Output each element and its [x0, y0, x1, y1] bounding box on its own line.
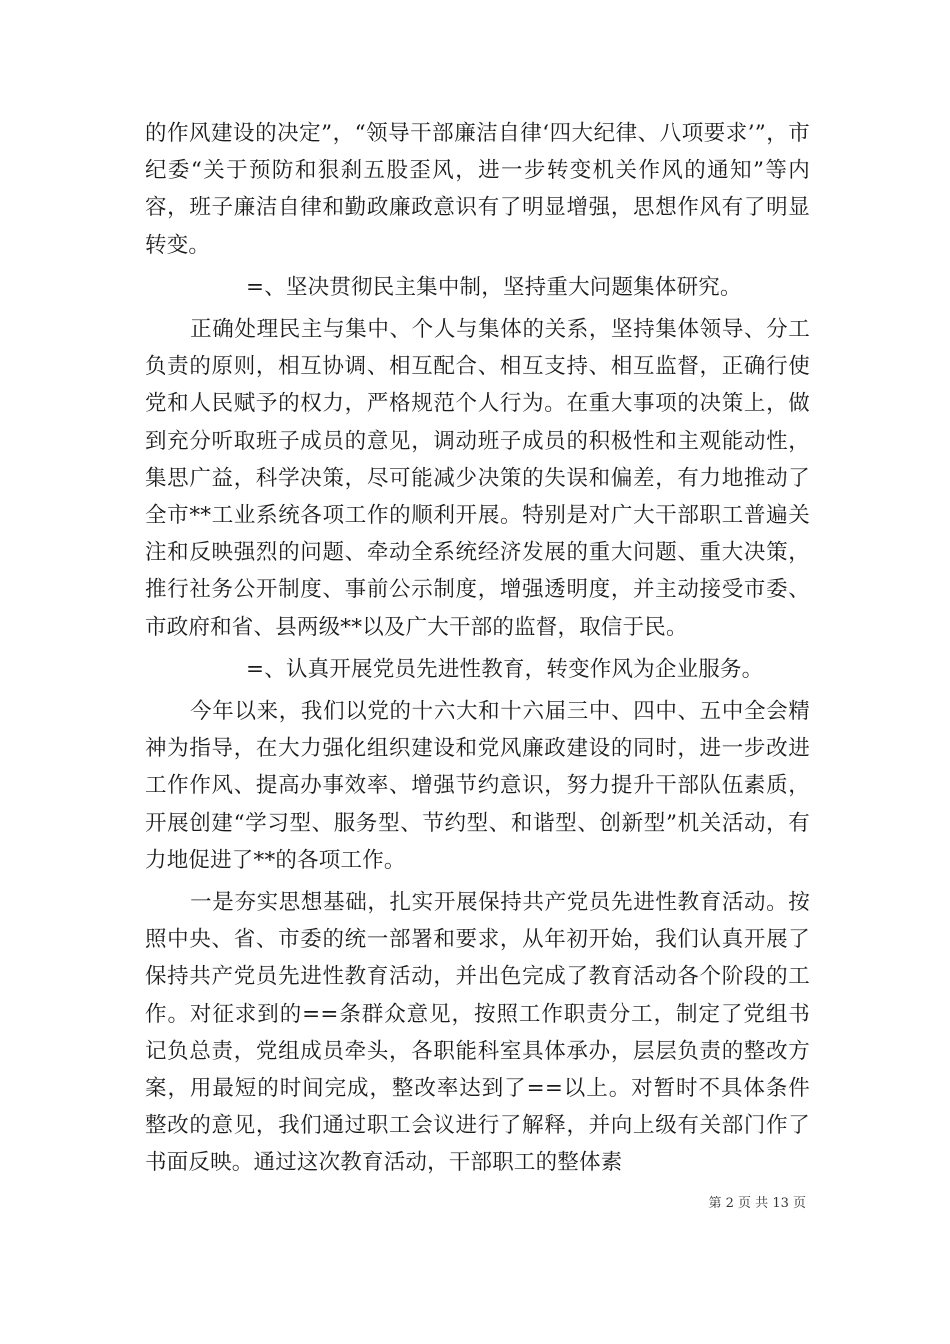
paragraph-continuation: 的作风建设的决定”，“领导干部廉洁自律‘四大纪律、八项要求’”，市纪委“关于预防和狠刹五股歪风，进一步转变机关作风的通知”等内容，班子廉洁自律和勤政廉政意识有了明显增强，思想作风有了明显转变。	[145, 121, 810, 258]
paragraph-democracy-centralism: 正确处理民主与集中、个人与集体的关系，坚持集体领导、分工负责的原则，相互协调、相互配合、相互支持、相互监督，正确行使党和人民赋予的权力，严格规范个人行为。在重大事项的决策上，做到充分听取班子成员的意见，调动班子成员的积极性和主观能动性，集思广益，科学决策，尽可能减少决策的失误和偏差，有力地推动了全市**工业系统各项工作的顺利开展。特别是对广大干部职工普遍关注和反映强烈的问题、牵动全系统经济发展的重大问题、重大决策，推行社务公开制度、事前公示制度，增强透明度，并主动接受市委、市政府和省、县两级**以及广大干部的监督，取信于民。	[145, 317, 810, 640]
page-number-footer: 第 2 页 共 13 页	[708, 1196, 806, 1211]
paragraph-this-year: 今年以来，我们以党的十六大和十六届三中、四中、五中全会精神为指导，在大力强化组织建设和党风廉政建设的同时，进一步改进工作作风、提高办事效率、增强节约意识，努力提升干部队伍素质，开展创建“学习型、服务型、节约型、和谐型、创新型”机关活动，有力地促进了**的各项工作。	[145, 699, 810, 873]
section-heading-party-education: =、认真开展党员先进性教育，转变作风为企业服务。	[246, 656, 764, 682]
section-heading-democratic-centralism: =、坚决贯彻民主集中制，坚持重大问题集体研究。	[246, 274, 742, 300]
document-body	[145, 115, 810, 1182]
paragraph-first-point: 一是夯实思想基础，扎实开展保持共产党员先进性教育活动。按照中央、省、市委的统一部署和要求，从年初开始，我们认真开展了保持共产党员先进性教育活动，并出色完成了教育活动各个阶段的工作。对征求到的==条群众意见，按照工作职责分工，制定了党组书记负总责，党组成员牵头，各职能科室具体承办，层层负责的整改方案，用最短的时间完成，整改率达到了==以上。对暂时不具体条件整改的意见，我们通过职工会议进行了解释，并向上级有关部门作了书面反映。通过这次教育活动，干部职工的整体素	[145, 890, 810, 1176]
